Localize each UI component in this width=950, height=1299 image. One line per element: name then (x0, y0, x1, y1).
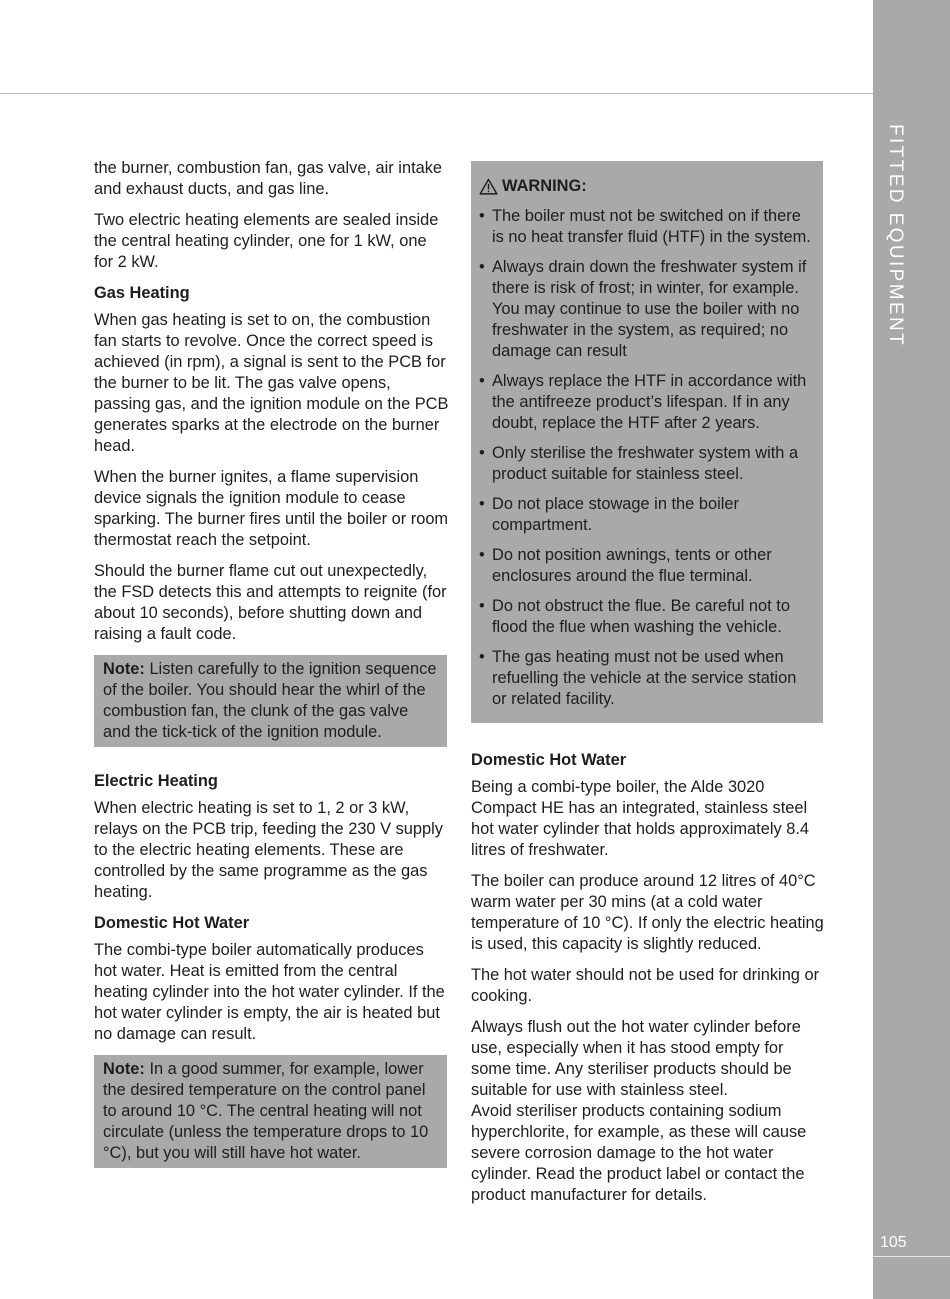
paragraph: Two electric heating elements are sealed inside the central heating cylinder, one for 1 kW, one for 2 kW. (94, 211, 439, 271)
heading-domestic-hot-water: Domestic Hot Water (471, 751, 627, 769)
left-column (94, 158, 449, 1192)
paragraph: The combi-type boiler automatically produces hot water. Heat is emitted from the central heating cylinder into the hot water cylinder. If the hot water cylinder is empty, the air is heated but no damage can result. (94, 941, 445, 1043)
note-body: Listen carefully to the ignition sequence of the boiler. You should hear the whirl of the combustion fan, the clunk of the gas valve and the tick-tick of the ignition module. (103, 660, 437, 741)
paragraph: Being a combi-type boiler, the Alde 3020 Compact HE has an integrated, stainless steel hot water cylinder that holds approximately 8.4 litres of freshwater. (471, 778, 810, 859)
heading-domestic-hot-water: Domestic Hot Water (94, 914, 250, 932)
warning-list (479, 206, 815, 710)
note-text (103, 1059, 439, 1164)
list-item-text: • Always replace the HTF in accordance with the antifreeze product’s lifespan. If in any doubt, replace the HTF after 2 years. (492, 372, 807, 432)
warning-triangle-icon (479, 178, 498, 195)
list-item (479, 545, 815, 587)
paragraph-part: Avoid steriliser products containing sodium hyperchlorite, for example, as these will cause severe corrosion damage to the hot water cylinder. Read the product label or contact the product manufacturer for details. (471, 1102, 807, 1204)
list-item (479, 206, 815, 248)
note-box-summer (94, 1055, 447, 1168)
paragraph: When gas heating is set to on, the combustion fan starts to revolve. Once the correct speed is achieved (in rpm), a signal is sent to the PCB for the burner to be lit. The gas valve opens, passing gas, and the ignition module on the PCB generates sparks at the electrode on the burner head. (94, 311, 449, 455)
list-item (479, 494, 815, 536)
list-item (479, 596, 815, 638)
paragraph: Should the burner flame cut out unexpectedly, the FSD detects this and attempts to reignite (for about 10 seconds), before shutting down and raising a fault code. (94, 562, 447, 643)
list-item-text: • Do not position awnings, tents or other enclosures around the flue terminal. (492, 546, 772, 585)
list-item-text: • Do not obstruct the flue. Be careful not to flood the flue when washing the vehicle. (492, 597, 790, 636)
warning-box (471, 161, 823, 723)
paragraph: the burner, combustion fan, gas valve, air intake and exhaust ducts, and gas line. (94, 159, 443, 198)
list-item-text: • Always drain down the freshwater system if there is risk of frost; in winter, for example. You may continue to use the boiler with no freshwater in the system, as required; no damage can result (492, 258, 807, 360)
list-item (479, 257, 815, 362)
paragraph: The boiler can produce around 12 litres of 40°C warm water per 30 mins (at a cold water temperature of 10 °C). If only the electric heating is used, this capacity is slightly reduced. (471, 872, 824, 953)
list-item-text: • The gas heating must not be used when refuelling the vehicle at the service station or related facility. (492, 648, 797, 708)
note-text (103, 659, 439, 743)
paragraph: When the burner ignites, a flame supervision device signals the ignition module to cease sparking. The burner fires until the boiler or room thermostat reach the setpoint. (94, 468, 449, 549)
list-item-text: • Only sterilise the freshwater system with a product suitable for stainless steel. (492, 444, 799, 483)
header-divider (0, 93, 873, 94)
list-item (479, 647, 815, 710)
paragraph: When electric heating is set to 1, 2 or 3 kW, relays on the PCB trip, feeding the 230 V supply to the electric heating elements. These are controlled by the same programme as the gas heating. (94, 799, 443, 901)
note-box-ignition (94, 655, 447, 747)
list-item-text: • Do not place stowage in the boiler compartment. (492, 495, 739, 534)
heading-gas-heating: Gas Heating (94, 284, 190, 302)
warning-heading (479, 176, 815, 197)
warning-label: WARNING: (502, 177, 587, 195)
right-column (471, 158, 824, 1216)
note-label: Note: (103, 660, 145, 678)
paragraph (471, 1017, 824, 1206)
section-title: FITTED EQUIPMENT (885, 124, 906, 348)
paragraph: The hot water should not be used for drinking or cooking. (471, 966, 820, 1005)
page-number: 105 (880, 1234, 907, 1251)
list-item-text: • The boiler must not be switched on if there is no heat transfer fluid (HTF) in the system. (492, 207, 811, 246)
note-label: Note: (103, 1060, 145, 1078)
note-body: In a good summer, for example, lower the desired temperature on the control panel to around 10 °C. The central heating will not circulate (unless the temperature drops to 10 °C), but you will still have hot water. (103, 1060, 429, 1162)
list-item (479, 443, 815, 485)
list-item (479, 371, 815, 434)
heading-electric-heating: Electric Heating (94, 772, 218, 790)
side-bar-divider (873, 1256, 950, 1257)
paragraph-part: Always flush out the hot water cylinder before use, especially when it has stood empty for some time. Any steriliser products should be suitable for use with stainless steel. (471, 1018, 801, 1099)
